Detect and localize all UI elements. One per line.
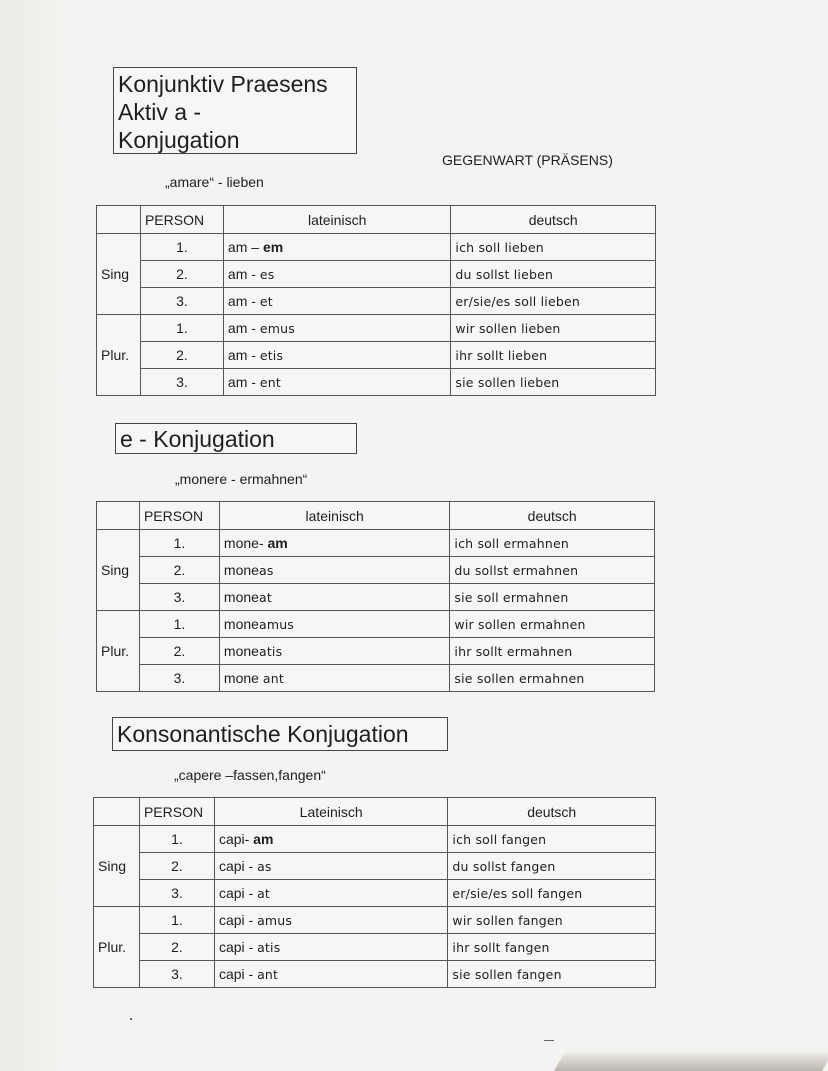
verb-ending: amus (258, 617, 295, 632)
verb-stem: am - (227, 347, 260, 363)
german-translation-cell: ich soll lieben (451, 234, 656, 261)
latin-form-cell (219, 665, 449, 692)
number-group-label: Plur. (97, 611, 140, 692)
verb-ending: am (267, 535, 288, 551)
tense-heading: GEGENWART (PRÄSENS) (442, 152, 613, 168)
person-cell: 2. (140, 342, 223, 369)
verb-ending: ant (262, 671, 284, 686)
verb-stem: mone (223, 616, 259, 632)
verb-ending: amus (257, 913, 293, 928)
german-translation-cell: du sollst ermahnen (450, 557, 655, 584)
latin-form-cell (219, 584, 449, 611)
table-row (94, 907, 656, 934)
german-translation-cell: ihr sollt fangen (448, 934, 656, 961)
person-cell: 3. (139, 584, 219, 611)
german-translation-cell: du sollst fangen (448, 853, 656, 880)
verb-ending: ant (257, 967, 279, 982)
person-cell: 2. (139, 853, 214, 880)
section2-subtitle: „monere - ermahnen“ (175, 471, 308, 487)
german-translation-cell: wir sollen ermahnen (450, 611, 655, 638)
latin-form-cell (214, 826, 447, 853)
header-cell: lateinisch (219, 502, 449, 530)
person-cell: 2. (140, 261, 223, 288)
header-cell: PERSON (139, 502, 219, 530)
german-translation-cell: er/sie/es soll fangen (448, 880, 656, 907)
section2-title: e - Konjugation (120, 426, 275, 452)
verb-ending: et (259, 294, 273, 309)
verb-ending: at (257, 886, 271, 901)
latin-form-cell (214, 961, 447, 988)
german-translation-cell: sie sollen fangen (448, 961, 656, 988)
table-row (97, 288, 656, 315)
verb-ending: emus (259, 321, 295, 336)
person-cell: 1. (139, 907, 214, 934)
person-cell: 3. (139, 665, 219, 692)
verb-stem: am - (227, 293, 260, 309)
verb-stem: am - (227, 266, 260, 282)
header-cell: PERSON (139, 798, 214, 826)
verb-stem: mone (223, 589, 259, 605)
section2-title-box (115, 423, 357, 454)
latin-form-cell (223, 342, 451, 369)
german-translation-cell: du sollst lieben (451, 261, 656, 288)
table-row (97, 369, 656, 396)
verb-stem: capi - (218, 939, 258, 955)
german-translation-cell: ihr sollt ermahnen (450, 638, 655, 665)
verb-ending: atis (258, 644, 283, 659)
number-group-label: Sing (94, 826, 140, 907)
verb-stem: mone (223, 562, 259, 578)
verb-ending: ent (259, 375, 281, 390)
german-translation-cell: wir sollen lieben (451, 315, 656, 342)
table-row (97, 584, 655, 611)
person-cell: 3. (140, 288, 223, 315)
latin-form-cell (219, 530, 449, 557)
table-row (97, 342, 656, 369)
scan-speck (544, 1040, 554, 1041)
verb-ending: em (262, 239, 284, 255)
number-group-label: Sing (97, 234, 141, 315)
latin-form-cell (214, 880, 447, 907)
number-group-label: Sing (97, 530, 140, 611)
german-translation-cell: ich soll fangen (448, 826, 656, 853)
person-cell: 3. (139, 880, 214, 907)
table-row (94, 934, 656, 961)
page-fold (554, 1050, 828, 1071)
number-group-label: Plur. (97, 315, 141, 396)
verb-stem: capi- (218, 831, 254, 847)
section3-subtitle: „capere –fassen,fangen“ (174, 767, 326, 783)
latin-form-cell (214, 934, 447, 961)
person-cell: 1. (140, 234, 223, 261)
verb-stem: mone (223, 643, 259, 659)
table-header-row (97, 502, 655, 530)
number-group-label: Plur. (94, 907, 140, 988)
german-translation-cell: sie sollen lieben (451, 369, 656, 396)
verb-stem: mone (223, 670, 263, 686)
table-row (97, 557, 655, 584)
verb-stem: capi - (218, 966, 258, 982)
verb-ending: am (253, 831, 274, 847)
person-cell: 1. (139, 611, 219, 638)
section1-title-box (113, 67, 357, 154)
german-translation-cell: er/sie/es soll lieben (451, 288, 656, 315)
table-row (97, 315, 656, 342)
section3-title: Konsonantische Konjugation (117, 721, 409, 747)
german-translation-cell: ich soll ermahnen (450, 530, 655, 557)
person-cell: 1. (140, 315, 223, 342)
person-cell: 2. (139, 638, 219, 665)
header-cell: Lateinisch (214, 798, 447, 826)
table-row (97, 665, 655, 692)
person-cell: 1. (139, 826, 214, 853)
verb-stem: capi - (218, 885, 258, 901)
latin-form-cell (223, 369, 451, 396)
scan-speck (130, 1018, 132, 1020)
header-cell: deutsch (448, 798, 656, 826)
table-row (94, 853, 656, 880)
person-cell: 1. (139, 530, 219, 557)
section1-subtitle: „amare“ - lieben (165, 174, 264, 190)
verb-ending: as (257, 859, 272, 874)
table-row (97, 638, 655, 665)
header-cell (94, 798, 140, 826)
person-cell: 2. (139, 934, 214, 961)
section3-title-box (112, 717, 448, 751)
verb-ending: atis (257, 940, 281, 955)
page-edge-shadow (0, 0, 70, 1071)
table-header-row (94, 798, 656, 826)
german-translation-cell: sie sollen ermahnen (450, 665, 655, 692)
verb-stem: mone- (223, 535, 268, 551)
german-translation-cell: sie soll ermahnen (450, 584, 655, 611)
section1-table (96, 205, 656, 396)
verb-ending: as (258, 563, 274, 578)
verb-ending: es (259, 267, 275, 282)
table-row (97, 234, 656, 261)
latin-form-cell (223, 261, 451, 288)
section1-title-line: Aktiv a - (118, 99, 202, 125)
verb-stem: am - (227, 374, 260, 390)
section1-title-line: Konjugation (118, 127, 240, 153)
verb-stem: am – (227, 239, 263, 255)
section3-table (93, 797, 656, 988)
header-cell: PERSON (140, 206, 223, 234)
person-cell: 3. (140, 369, 223, 396)
latin-form-cell (219, 611, 449, 638)
latin-form-cell (214, 853, 447, 880)
verb-stem: capi - (218, 858, 258, 874)
table-row (94, 961, 656, 988)
verb-stem: am - (227, 320, 260, 336)
table-row (97, 261, 656, 288)
latin-form-cell (214, 907, 447, 934)
table-row (94, 880, 656, 907)
german-translation-cell: ihr sollt lieben (451, 342, 656, 369)
header-cell: deutsch (450, 502, 655, 530)
header-cell (97, 206, 141, 234)
latin-form-cell (223, 315, 451, 342)
verb-ending: etis (259, 348, 284, 363)
table-row (97, 611, 655, 638)
latin-form-cell (219, 638, 449, 665)
latin-form-cell (223, 234, 451, 261)
header-cell: lateinisch (223, 206, 451, 234)
table-row (94, 826, 656, 853)
german-translation-cell: wir sollen fangen (448, 907, 656, 934)
verb-stem: capi - (218, 912, 258, 928)
verb-ending: at (258, 590, 272, 605)
section2-table (96, 501, 655, 692)
latin-form-cell (223, 288, 451, 315)
header-cell (97, 502, 140, 530)
person-cell: 2. (139, 557, 219, 584)
table-header-row (97, 206, 656, 234)
section1-title-line: Konjunktiv Praesens (118, 71, 328, 97)
header-cell: deutsch (451, 206, 656, 234)
table-row (97, 530, 655, 557)
person-cell: 3. (139, 961, 214, 988)
latin-form-cell (219, 557, 449, 584)
